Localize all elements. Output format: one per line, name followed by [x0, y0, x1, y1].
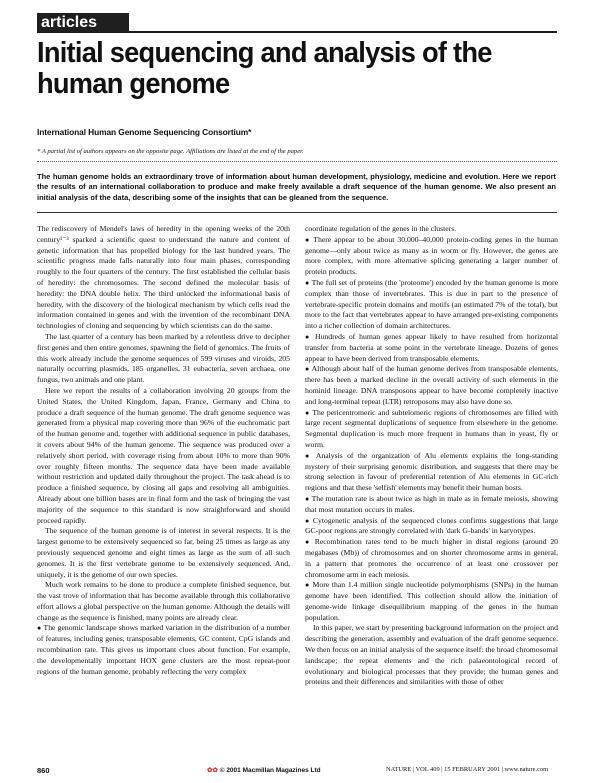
paragraph: The sequence of the human genome is of interest in several respects. It is the largest genome to be extensively sequenced so far, being 25 times as large as any previously sequenced genome and eight times as large as the sum of all such genomes. It is the first vertebrate genome to be extensively sequenced. And, uniquely, it is the genome of our own species.	[37, 526, 290, 579]
publisher-logo-icon: ✿✿	[207, 767, 218, 774]
article-title: Initial sequencing and analysis of the human genome	[37, 37, 492, 100]
paragraph: Here we report the results of a collaboration involving 20 groups from the United States, the United Kingdom, Japan, France, Germany and China to produce a draft sequence of the human genome. The draft genome sequence was generated from a physical map covering more than 96% of the euchromatic part of the human genome and, together with additional sequence in public databases, it covers about 94% of the human genome. The sequence was produced over a relatively short period, with coverage rising from about 10% to more than 90% over roughly fifteen months. The sequence data have been made available without restriction and updated daily throughout the project. The task ahead is to produce a finished sequence, by closing all gaps and resolving all ambiguities. Already about one billion bases are in final form and the task of bringing the vast majority of the sequence to this standard is now straightforward and should proceed rapidly.	[37, 385, 290, 525]
bullet-paragraph: ● The mutation rate is about twice as high in male as in female meiosis, showing that most mutation occurs in males.	[305, 494, 558, 516]
author-note: * A partial list of authors appears on the opposite page. Affiliations are listed at the end of the paper.	[37, 148, 304, 155]
copyright	[207, 766, 321, 774]
bullet-paragraph: ● Cytogenetic analysis of the sequenced clones confirms suggestions that large GC-poor regions are strongly correlated with 'dark G-bands' in karyotypes.	[305, 516, 558, 538]
bullet-paragraph: ● Analysis of the organization of Alu elements explains the long-standing mystery of their surprising genomic distribution, and suggests that there may be strong selection in favour of preferential retention of Alu elements in GC-rich regions and that these 'selfish' elements may benefit their human hosts.	[305, 451, 558, 494]
paragraph: In this paper, we start by presenting background information on the project and describing the generation, assembly and evaluation of the draft genome sequence. We then focus on an initial analysis of the sequence itself: the broad chromosomal landscape; the repeat elements and the rich palaeontological record of evolutionary and biological processes that they provide; the human genes and proteins and their differences and similarities with those of other	[305, 623, 558, 687]
bullet-paragraph: ● Although about half of the human genome derives from transposable elements, there has been a marked decline in the overall activity of such elements in the hominid lineage. DNA transposons appear to have become completely inactive and long-terminal repeat (LTR) retroposons may also have done so.	[305, 364, 558, 407]
copyright-text: © 2001 Macmillan Magazines Ltd	[219, 767, 321, 774]
bullet-paragraph: ● The full set of proteins (the 'proteome') encoded by the human genome is more complex than those of invertebrates. This is due in part to the presence of vertebrate-specific protein domains and motifs (an estimated 7% of the total), but more to the fact that vertebrates appear to have arranged pre-existing components into a richer collection of domain architectures.	[305, 278, 558, 332]
paragraph: Much work remains to be done to produce a complete finished sequence, but the vast trove of information that has become available through this collaborative effort allows a global perspective on the human genome. Although the details will change as the sequence is finished, many points are already clear.	[37, 580, 290, 622]
bullet-paragraph: ● Hundreds of human genes appear likely to have resulted from horizontal transfer from bacteria at some point in the vertebrate lineage. Dozens of genes appear to have been derived from transposable elements.	[305, 332, 558, 364]
abstract: The human genome holds an extraordinary trove of information about human development, physiology, medicine and evolution. Here we report the results of an international collaboration to produce and make freely available a draft sequence of the human genome. We also present an initial analysis of the data, describing some of the insights that can be gleaned from the sequence.	[37, 172, 556, 202]
abstract-rule	[37, 212, 557, 213]
dotted-rule	[37, 161, 557, 162]
bullet-paragraph: ● Recombination rates tend to be much higher in distal regions (around 20 megabases (Mb)) of chromosomes and on shorter chromosome arms in general, in a pattern that promotes the occurrence of at least one crossover per chromosome arm in each meiosis.	[305, 537, 558, 580]
right-column	[305, 224, 558, 688]
page-number: 860	[37, 766, 50, 775]
journal-citation: NATURE | VOL 409 | 15 FEBRUARY 2001 | www.nature.com	[386, 766, 549, 773]
left-column	[37, 224, 290, 677]
bullet-paragraph: ● More than 1.4 million single nucleotide polymorphisms (SNPs) in the human genome have been identified. This collection should allow the initiation of genome-wide linkage disequilibrium mapping of the genes in the human population.	[305, 580, 558, 623]
paragraph: coordinate regulation of the genes in the clusters.	[305, 224, 457, 233]
author-line: International Human Genome Sequencing Consortium*	[37, 127, 252, 137]
bullet-paragraph: ● The pericentromeric and subtelomeric regions of chromosomes are filled with large recent segmental duplications of sequence from elsewhere in the genome. Segmental duplication is much more frequent in humans than in yeast, fly or worm.	[305, 408, 558, 451]
bullet-paragraph: ● There appear to be about 30,000–40,000 protein-coding genes in the human genome—only about twice as many as in worm or fly. However, the genes are more complex, with more alternative splicing generating a larger number of protein products.	[305, 235, 558, 278]
paragraph: The last quarter of a century has been marked by a relentless drive to decipher first genes and then entire genomes, spawning the field of genomics. The fruits of this work already include the genome sequences of 599 viruses and viroids, 205 naturally occurring plasmids, 185 organelles, 31 eubacteria, seven archaea, one fungus, two animals and one plant.	[37, 331, 290, 385]
section-tag: articles	[37, 13, 129, 33]
paragraph: The rediscovery of Mendel's laws of heredity in the opening weeks of the 20th century¹⁻³ sparked a scientific quest to understand the nature and content of genetic information that has propelled biology for the last hundred years. The scientific progress made falls naturally into four main phases, corresponding roughly to the four quarters of the century. The first established the cellular basis of heredity: the chromosomes. The second defined the molecular basis of heredity: the DNA double helix. The third unlocked the informational basis of heredity, with the discovery of the biological mechanism by which cells read the information contained in genes and with the invention of the recombinant DNA technologies of cloning and sequencing by which scientists can do the same.	[37, 224, 290, 331]
bullet-paragraph: ● The genomic landscape shows marked variation in the distribution of a number of features, including genes, transposable elements, GC content, CpG islands and recombination rate. This gives us important clues about function. For example, the developmentally important HOX gene clusters are the most repeat-poor regions of the human genome, probably reflecting the very complex	[37, 623, 290, 677]
top-rule	[37, 31, 557, 33]
